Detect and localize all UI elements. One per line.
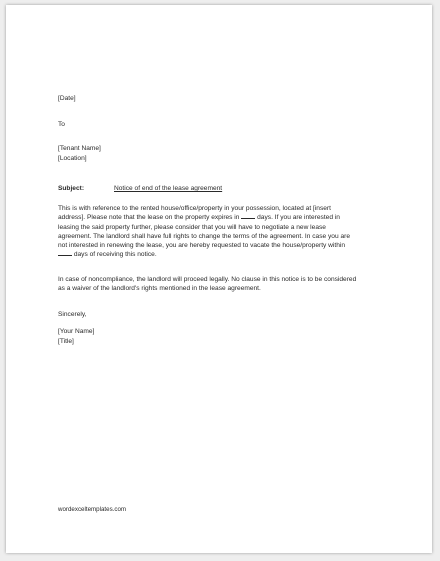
- closing-salutation: Sincerely,: [58, 311, 87, 318]
- subject-text: Notice of end of the lease agreement: [114, 185, 223, 192]
- paragraph-line: [58, 250, 400, 259]
- paragraph-line: agreement. The landlord shall have full rights to change the terms of the agreement. In case you are: [58, 232, 351, 240]
- paragraph-lease-expiry: [58, 204, 400, 260]
- subject-label: Subject:: [58, 185, 85, 192]
- paragraph-line: In case of noncompliance, the landlord will proceed legally. No clause in this notice is to be considered: [58, 276, 357, 283]
- vacate-days-blank: [58, 250, 72, 256]
- paragraph-noncompliance: [58, 275, 400, 294]
- paragraph-line: [58, 213, 400, 222]
- document-page: [6, 5, 432, 553]
- subject-line: [58, 184, 222, 193]
- tenant-name-placeholder: [Tenant Name]: [58, 145, 101, 152]
- title-placeholder: [Title]: [58, 337, 74, 345]
- paragraph-segment: address]. Please note that the lease on the property expires in: [58, 214, 240, 222]
- paragraph-line: This is with reference to the rented house/office/property in your possession, located at [insert: [58, 205, 331, 212]
- location-placeholder: [Location]: [58, 154, 87, 162]
- paragraph-segment: days of receiving this notice.: [73, 251, 157, 259]
- to-label: To: [58, 121, 65, 128]
- paragraph-line: as a waiver of the landlord's rights mentioned in the lease agreement.: [58, 285, 261, 293]
- paragraph-line: leasing the said property further, please consider that you will have to negotiate a new lease: [58, 223, 326, 231]
- paragraph-line: not interested in renewing the lease, you are hereby requested to vacate the house/property within: [58, 242, 346, 250]
- paragraph-segment: days. If you are interested in: [257, 214, 340, 222]
- date-placeholder: [Date]: [58, 95, 76, 102]
- your-name-placeholder: [Your Name]: [58, 328, 95, 335]
- footer-website: wordexceltemplates.com: [58, 506, 127, 513]
- days-blank: [241, 213, 255, 219]
